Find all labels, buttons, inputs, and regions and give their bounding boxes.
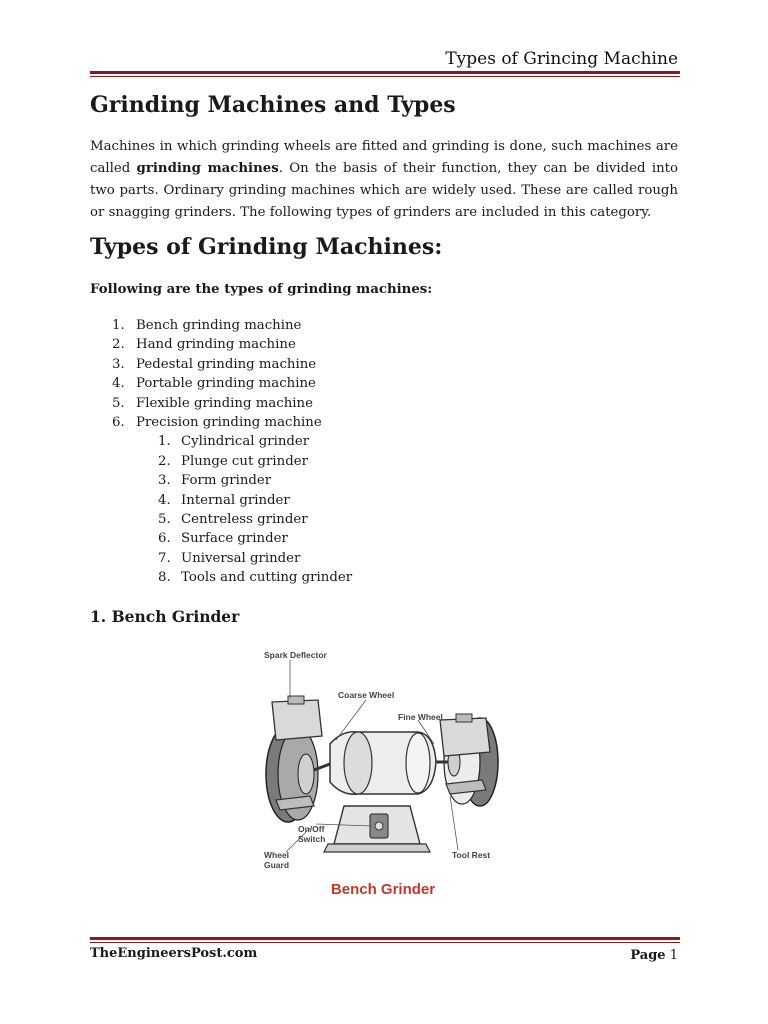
intro-paragraph bbox=[90, 136, 678, 224]
list-lead: Following are the types of grinding machines: bbox=[90, 282, 433, 297]
sublist-number: 1. bbox=[158, 434, 171, 450]
footer-page-number: 1 bbox=[669, 948, 678, 963]
label-switch-line1: On/Off bbox=[298, 824, 325, 834]
label-tool-rest: Tool Rest bbox=[452, 850, 491, 860]
sublist-item bbox=[90, 510, 590, 529]
header-rule bbox=[90, 71, 680, 74]
sublist-item bbox=[90, 549, 590, 568]
list-text: Flexible grinding machine bbox=[136, 395, 313, 411]
motor-end-cap-right bbox=[406, 733, 430, 793]
footer-rule bbox=[90, 937, 680, 940]
list-item bbox=[90, 394, 590, 413]
list-text: Precision grinding machine bbox=[136, 414, 322, 430]
sublist-number: 5. bbox=[158, 511, 171, 527]
sublist-number: 2. bbox=[158, 453, 171, 469]
sublist-text: Form grinder bbox=[181, 473, 272, 489]
label-wheel-guard-line2: Guard bbox=[264, 860, 290, 870]
list-text: Hand grinding machine bbox=[136, 337, 296, 353]
spark-deflector-left bbox=[272, 700, 322, 740]
sublist-item bbox=[90, 471, 590, 490]
grinding-machine-list bbox=[90, 316, 590, 587]
sublist-text: Plunge cut grinder bbox=[181, 453, 308, 469]
sublist-text: Tools and cutting grinder bbox=[181, 570, 353, 586]
list-item bbox=[90, 316, 590, 335]
sublist-item bbox=[90, 568, 590, 587]
list-text: Bench grinding machine bbox=[136, 318, 302, 333]
sublist-number: 3. bbox=[158, 473, 171, 489]
sublist-number: 4. bbox=[158, 492, 171, 508]
spark-deflector-right bbox=[440, 718, 490, 756]
switch-knob bbox=[375, 822, 383, 830]
page-title: Grinding Machines and Types bbox=[90, 92, 456, 118]
footer-page bbox=[630, 948, 678, 963]
sublist-number: 7. bbox=[158, 550, 171, 566]
intro-text-after: . On the basis of their function, they can be divided into two parts. Ordinary grinding machines which are widely used. These are called rough or snagging grinders. The following types of grinders are included in this category. bbox=[90, 161, 678, 220]
list-number: 1. bbox=[112, 318, 125, 333]
list-number: 5. bbox=[112, 395, 125, 411]
running-header: Types of Grincing Machine bbox=[445, 49, 678, 69]
sublist-text: Internal grinder bbox=[181, 492, 290, 508]
wheel-hub-left bbox=[298, 754, 314, 794]
figure-caption: Bench Grinder bbox=[330, 881, 436, 898]
section-heading-types: Types of Grinding Machines: bbox=[90, 234, 443, 260]
grinder-base-foot bbox=[324, 844, 430, 852]
footer-site: TheEngineersPost.com bbox=[90, 946, 258, 961]
label-wheel-guard-line1: Wheel bbox=[264, 850, 290, 860]
list-item bbox=[90, 413, 590, 432]
sublist-item bbox=[90, 432, 590, 451]
sublist-item bbox=[90, 491, 590, 510]
sublist-number: 6. bbox=[158, 531, 171, 547]
sublist-text: Universal grinder bbox=[181, 550, 301, 566]
list-text: Portable grinding machine bbox=[136, 376, 316, 392]
intro-text-before: Machines in which grinding wheels are fitted and grinding is done, such machines are called bbox=[90, 139, 678, 176]
sublist-text: Surface grinder bbox=[181, 531, 288, 547]
list-number: 4. bbox=[112, 376, 125, 392]
intro-bold-term: grinding machines bbox=[136, 161, 279, 176]
list-item bbox=[90, 355, 590, 374]
bench-grinder-figure bbox=[258, 644, 508, 902]
sublist-item bbox=[90, 529, 590, 548]
sublist-number: 8. bbox=[158, 570, 171, 586]
sublist-item bbox=[90, 452, 590, 471]
label-coarse-wheel: Coarse Wheel bbox=[338, 690, 395, 700]
section-heading-bench-grinder: 1. Bench Grinder bbox=[90, 607, 240, 626]
label-spark-deflector: Spark Deflector bbox=[264, 650, 327, 660]
list-number: 3. bbox=[112, 356, 125, 372]
list-text: Pedestal grinding machine bbox=[136, 356, 317, 372]
list-number: 6. bbox=[112, 414, 125, 430]
header-rule-thin bbox=[90, 76, 680, 77]
sublist-text: Cylindrical grinder bbox=[181, 434, 310, 450]
label-fine-wheel: Fine Wheel bbox=[398, 712, 443, 722]
list-number: 2. bbox=[112, 337, 125, 353]
label-switch-line2: Switch bbox=[298, 834, 326, 844]
footer-rule-thin bbox=[90, 942, 680, 943]
footer-page-word: Page bbox=[630, 948, 666, 963]
motor-end-cap bbox=[344, 732, 372, 794]
sublist-text: Centreless grinder bbox=[181, 511, 308, 527]
list-item bbox=[90, 335, 590, 354]
list-item bbox=[90, 374, 590, 393]
deflector-bracket-right bbox=[456, 714, 472, 722]
